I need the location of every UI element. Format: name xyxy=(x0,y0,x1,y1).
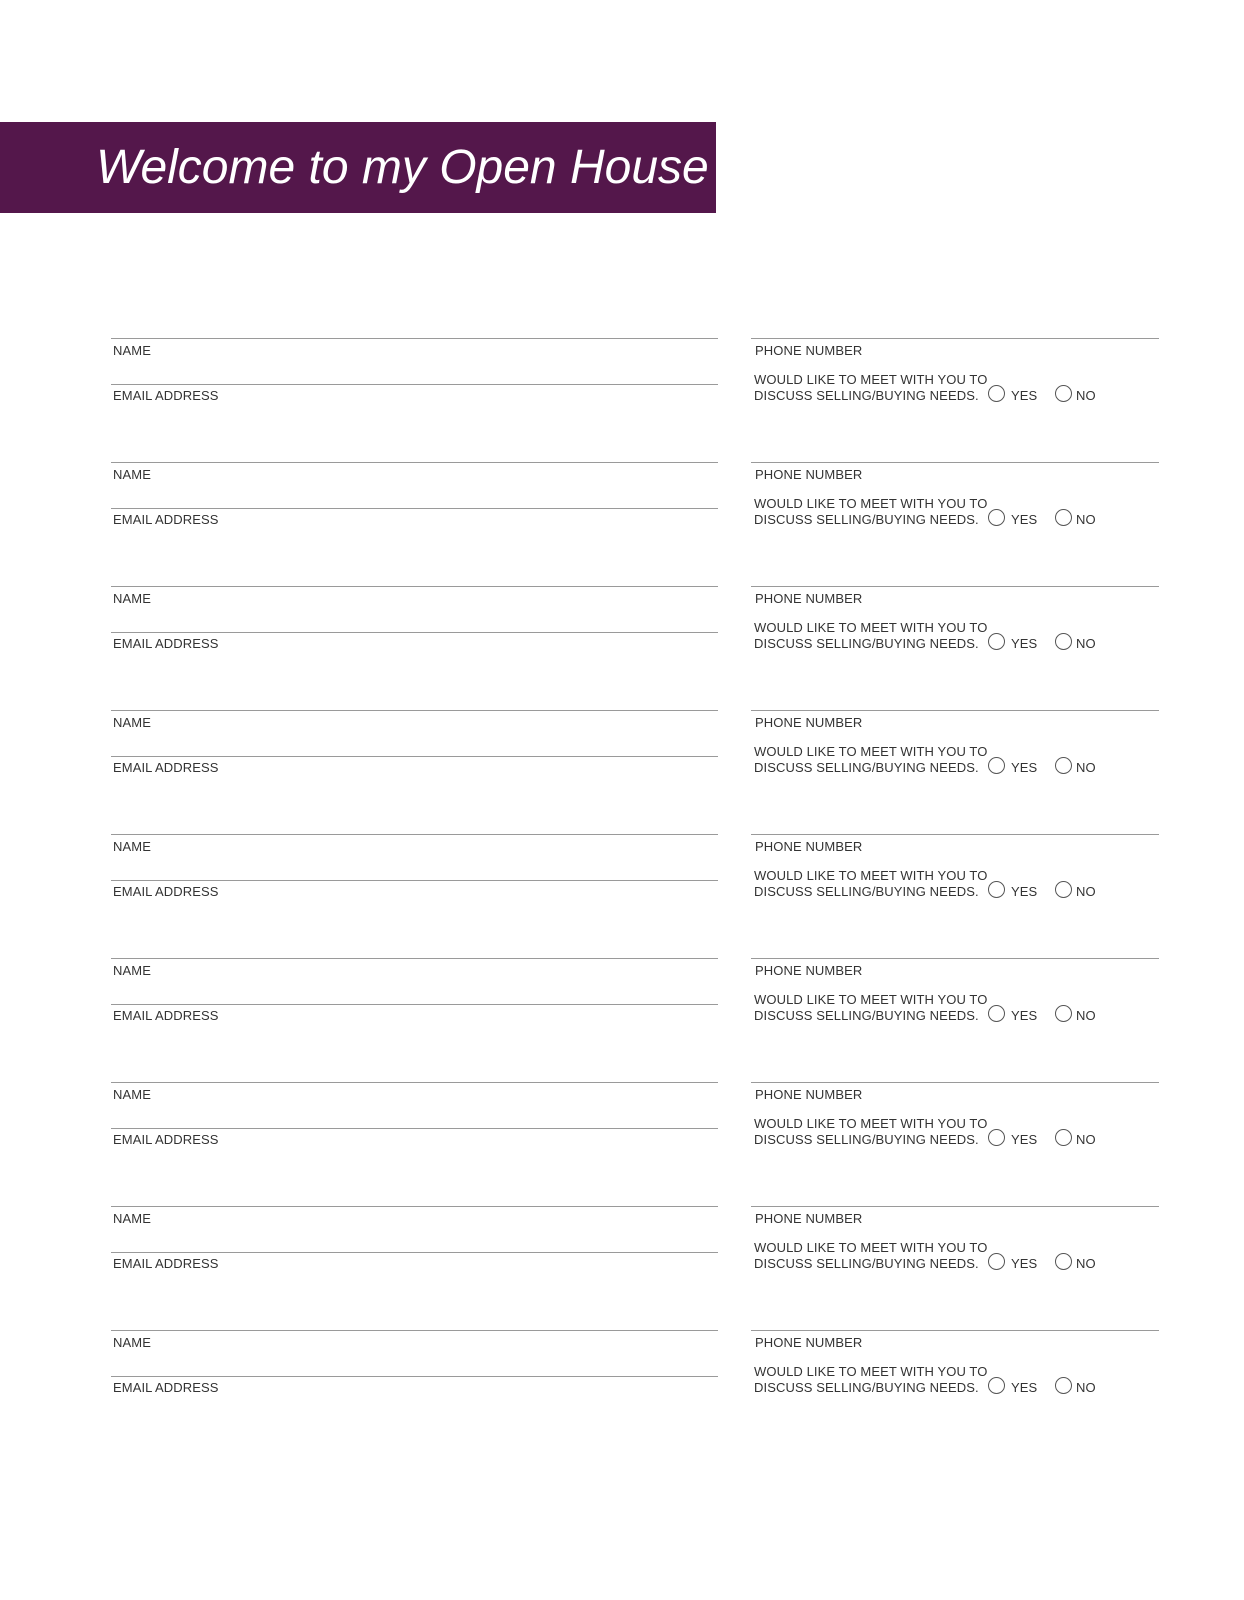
phone-field[interactable] xyxy=(751,462,1159,463)
name-field[interactable] xyxy=(111,1330,718,1331)
no-radio[interactable] xyxy=(1055,385,1072,402)
meeting-question-line1: WOULD LIKE TO MEET WITH YOU TO xyxy=(754,1364,988,1379)
name-label: NAME xyxy=(113,343,151,358)
meeting-question-line1: WOULD LIKE TO MEET WITH YOU TO xyxy=(754,372,988,387)
meeting-question-line2: DISCUSS SELLING/BUYING NEEDS. xyxy=(754,1380,979,1395)
name-field[interactable] xyxy=(111,338,718,339)
phone-field[interactable] xyxy=(751,834,1159,835)
phone-field[interactable] xyxy=(751,1206,1159,1207)
no-label: NO xyxy=(1076,636,1096,651)
yes-label: YES xyxy=(1011,388,1038,403)
email-label: EMAIL ADDRESS xyxy=(113,884,219,899)
name-label: NAME xyxy=(113,1335,151,1350)
meeting-question-line1: WOULD LIKE TO MEET WITH YOU TO xyxy=(754,620,988,635)
phone-field[interactable] xyxy=(751,958,1159,959)
sign-in-entry xyxy=(0,1206,1244,1330)
phone-label: PHONE NUMBER xyxy=(755,1335,863,1350)
email-field[interactable] xyxy=(111,1252,718,1253)
name-field[interactable] xyxy=(111,710,718,711)
meeting-question-line2: DISCUSS SELLING/BUYING NEEDS. xyxy=(754,636,979,651)
phone-field[interactable] xyxy=(751,1082,1159,1083)
yes-radio[interactable] xyxy=(988,1377,1005,1394)
yes-radio[interactable] xyxy=(988,1253,1005,1270)
name-field[interactable] xyxy=(111,586,718,587)
yes-label: YES xyxy=(1011,1380,1038,1395)
no-radio[interactable] xyxy=(1055,633,1072,650)
yes-label: YES xyxy=(1011,884,1038,899)
phone-field[interactable] xyxy=(751,586,1159,587)
no-label: NO xyxy=(1076,884,1096,899)
meeting-question-line2: DISCUSS SELLING/BUYING NEEDS. xyxy=(754,760,979,775)
no-label: NO xyxy=(1076,388,1096,403)
yes-radio[interactable] xyxy=(988,1005,1005,1022)
email-label: EMAIL ADDRESS xyxy=(113,1008,219,1023)
email-field[interactable] xyxy=(111,756,718,757)
name-label: NAME xyxy=(113,963,151,978)
email-label: EMAIL ADDRESS xyxy=(113,512,219,527)
yes-radio[interactable] xyxy=(988,509,1005,526)
phone-label: PHONE NUMBER xyxy=(755,839,863,854)
yes-label: YES xyxy=(1011,512,1038,527)
meeting-question-line1: WOULD LIKE TO MEET WITH YOU TO xyxy=(754,1116,988,1131)
name-label: NAME xyxy=(113,1211,151,1226)
email-field[interactable] xyxy=(111,1004,718,1005)
no-radio[interactable] xyxy=(1055,1253,1072,1270)
meeting-question-line1: WOULD LIKE TO MEET WITH YOU TO xyxy=(754,992,988,1007)
sign-in-entry xyxy=(0,1330,1244,1454)
phone-label: PHONE NUMBER xyxy=(755,467,863,482)
email-label: EMAIL ADDRESS xyxy=(113,1256,219,1271)
email-label: EMAIL ADDRESS xyxy=(113,636,219,651)
no-radio[interactable] xyxy=(1055,1377,1072,1394)
name-field[interactable] xyxy=(111,1082,718,1083)
email-label: EMAIL ADDRESS xyxy=(113,760,219,775)
name-label: NAME xyxy=(113,839,151,854)
phone-label: PHONE NUMBER xyxy=(755,963,863,978)
no-label: NO xyxy=(1076,1008,1096,1023)
name-field[interactable] xyxy=(111,958,718,959)
name-field[interactable] xyxy=(111,1206,718,1207)
no-radio[interactable] xyxy=(1055,757,1072,774)
no-label: NO xyxy=(1076,1380,1096,1395)
email-label: EMAIL ADDRESS xyxy=(113,1380,219,1395)
sign-in-entry xyxy=(0,710,1244,834)
yes-radio[interactable] xyxy=(988,881,1005,898)
yes-label: YES xyxy=(1011,760,1038,775)
yes-label: YES xyxy=(1011,636,1038,651)
phone-field[interactable] xyxy=(751,338,1159,339)
name-field[interactable] xyxy=(111,834,718,835)
meeting-question-line1: WOULD LIKE TO MEET WITH YOU TO xyxy=(754,1240,988,1255)
email-label: EMAIL ADDRESS xyxy=(113,1132,219,1147)
phone-field[interactable] xyxy=(751,710,1159,711)
email-field[interactable] xyxy=(111,632,718,633)
name-label: NAME xyxy=(113,467,151,482)
page-title: Welcome to my Open House xyxy=(96,141,709,194)
email-field[interactable] xyxy=(111,508,718,509)
meeting-question-line1: WOULD LIKE TO MEET WITH YOU TO xyxy=(754,744,988,759)
yes-label: YES xyxy=(1011,1008,1038,1023)
phone-label: PHONE NUMBER xyxy=(755,343,863,358)
phone-label: PHONE NUMBER xyxy=(755,1087,863,1102)
email-label: EMAIL ADDRESS xyxy=(113,388,219,403)
meeting-question-line2: DISCUSS SELLING/BUYING NEEDS. xyxy=(754,1256,979,1271)
name-label: NAME xyxy=(113,1087,151,1102)
no-label: NO xyxy=(1076,760,1096,775)
sign-in-entry xyxy=(0,586,1244,710)
sign-in-entry xyxy=(0,338,1244,462)
meeting-question-line2: DISCUSS SELLING/BUYING NEEDS. xyxy=(754,884,979,899)
yes-radio[interactable] xyxy=(988,1129,1005,1146)
phone-label: PHONE NUMBER xyxy=(755,591,863,606)
no-label: NO xyxy=(1076,1256,1096,1271)
meeting-question-line1: WOULD LIKE TO MEET WITH YOU TO xyxy=(754,868,988,883)
meeting-question-line1: WOULD LIKE TO MEET WITH YOU TO xyxy=(754,496,988,511)
name-label: NAME xyxy=(113,715,151,730)
phone-field[interactable] xyxy=(751,1330,1159,1331)
no-radio[interactable] xyxy=(1055,881,1072,898)
yes-radio[interactable] xyxy=(988,385,1005,402)
email-field[interactable] xyxy=(111,880,718,881)
phone-label: PHONE NUMBER xyxy=(755,1211,863,1226)
sign-in-entry xyxy=(0,462,1244,586)
no-radio[interactable] xyxy=(1055,1005,1072,1022)
sign-in-entry xyxy=(0,834,1244,958)
yes-radio[interactable] xyxy=(988,757,1005,774)
yes-label: YES xyxy=(1011,1132,1038,1147)
yes-label: YES xyxy=(1011,1256,1038,1271)
email-field[interactable] xyxy=(111,1128,718,1129)
meeting-question-line2: DISCUSS SELLING/BUYING NEEDS. xyxy=(754,388,979,403)
phone-label: PHONE NUMBER xyxy=(755,715,863,730)
meeting-question-line2: DISCUSS SELLING/BUYING NEEDS. xyxy=(754,1132,979,1147)
sign-in-entry xyxy=(0,1082,1244,1206)
no-radio[interactable] xyxy=(1055,509,1072,526)
name-label: NAME xyxy=(113,591,151,606)
no-label: NO xyxy=(1076,512,1096,527)
yes-radio[interactable] xyxy=(988,633,1005,650)
meeting-question-line2: DISCUSS SELLING/BUYING NEEDS. xyxy=(754,512,979,527)
no-label: NO xyxy=(1076,1132,1096,1147)
email-field[interactable] xyxy=(111,384,718,385)
name-field[interactable] xyxy=(111,462,718,463)
email-field[interactable] xyxy=(111,1376,718,1377)
sign-in-entry xyxy=(0,958,1244,1082)
no-radio[interactable] xyxy=(1055,1129,1072,1146)
meeting-question-line2: DISCUSS SELLING/BUYING NEEDS. xyxy=(754,1008,979,1023)
